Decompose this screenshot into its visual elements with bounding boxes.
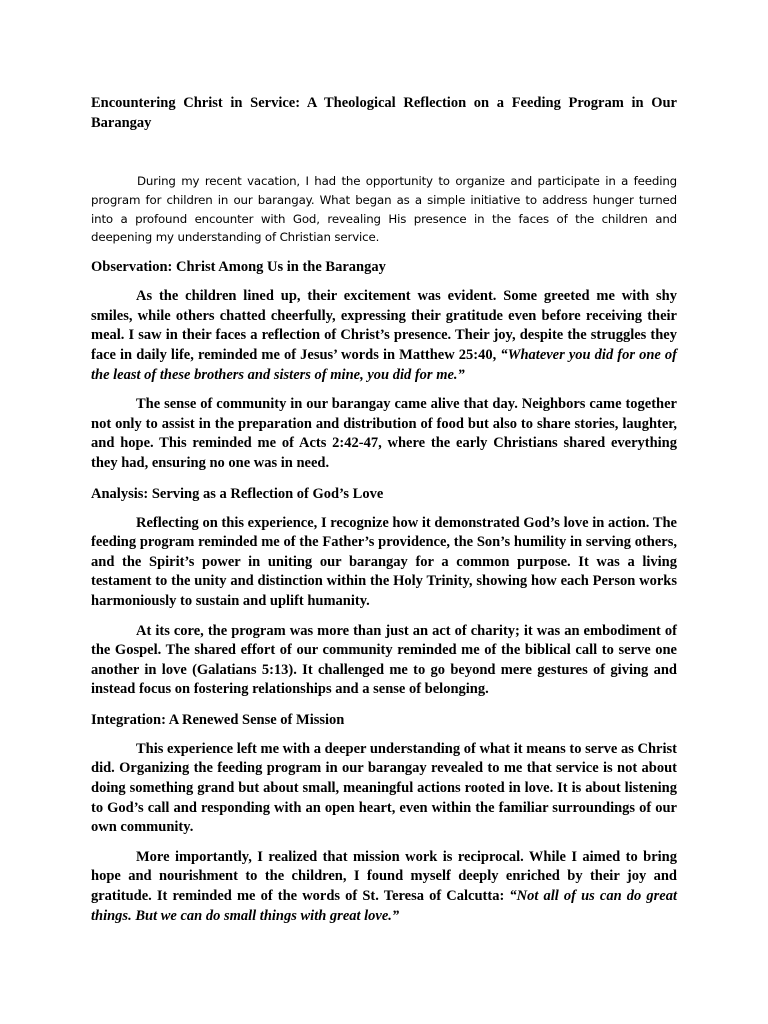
body-paragraph <box>91 622 677 700</box>
paragraph-text: As the children lined up, their excitement was evident. Some greeted me with shy smiles, while others chatted cheerfully, expressing their gratitude even before receiving their meal. I saw in their faces a reflection of Christ’s presence. Their joy, despite the struggles they face in daily life, reminded me of Jesus’ words in Matthew 25:40, <box>91 288 677 363</box>
paragraph-text: More importantly, I realized that mission work is reciprocal. While I aimed to bring hope and nourishment to the children, I found myself deeply enriched by their joy and gratitude. It reminded me of the words of St. Teresa of Calcutta: <box>91 848 677 905</box>
body-paragraph <box>91 287 677 385</box>
body-paragraph <box>91 740 677 838</box>
scripture-quote: “Whatever you did for one of the least of these brothers and sisters of mine, you did for me.” <box>91 346 678 383</box>
document-page <box>91 93 677 936</box>
section-heading: Integration: A Renewed Sense of Mission <box>91 711 345 728</box>
paragraph-text: Reflecting on this experience, I recognize how it demonstrated God’s love in action. The feeding program reminded me of the Father’s providence, the Son’s humility in serving others, and the Spirit’s power in uniting our barangay for a common purpose. It was a living testament to the unity and distinction within the Holy Trinity, showing how each Person works harmoniously to sustain and uplift humanity. <box>91 514 677 609</box>
body-paragraph <box>91 514 677 612</box>
section-heading: Analysis: Serving as a Reflection of God’s Love <box>91 485 384 502</box>
document-title: Encountering Christ in Service: A Theological Reflection on a Feeding Program in Our Barangay <box>91 95 677 131</box>
paragraph-text: This experience left me with a deeper understanding of what it means to serve as Christ did. Organizing the feeding program in our barangay revealed to me that service is not about doing something grand but about small, meaningful actions rooted in love. It is about listening to God’s call and responding with an open heart, even within the familiar surroundings of our own community. <box>91 740 677 836</box>
intro-paragraph: During my recent vacation, I had the opportunity to organize and participate in a feeding program for children in our barangay. What began as a simple initiative to address hunger turned into a profound encounter with God, revealing His presence in the faces of the children and deepening my understanding of Christian service. <box>91 174 677 245</box>
scripture-quote: “Not all of us can do great things. But we can do small things with great love.” <box>91 888 678 924</box>
document-sections <box>91 257 677 926</box>
paragraph-text: The sense of community in our barangay came alive that day. Neighbors came together not only to assist in the preparation and distribution of food but also to share stories, laughter, and hope. This reminded me of Acts 2:42-47, where the early Christians shared everything they had, ensuring no one was in need. <box>91 396 677 471</box>
body-paragraph <box>91 848 677 926</box>
body-paragraph <box>91 395 677 473</box>
section-heading: Observation: Christ Among Us in the Barangay <box>91 259 386 276</box>
paragraph-text: At its core, the program was more than just an act of charity; it was an embodiment of the Gospel. The shared effort of our community reminded me of the biblical call to serve one another in love (Galatians 5:13). It challenged me to go beyond mere gestures of giving and instead focus on fostering relationships and a sense of belonging. <box>91 622 677 698</box>
